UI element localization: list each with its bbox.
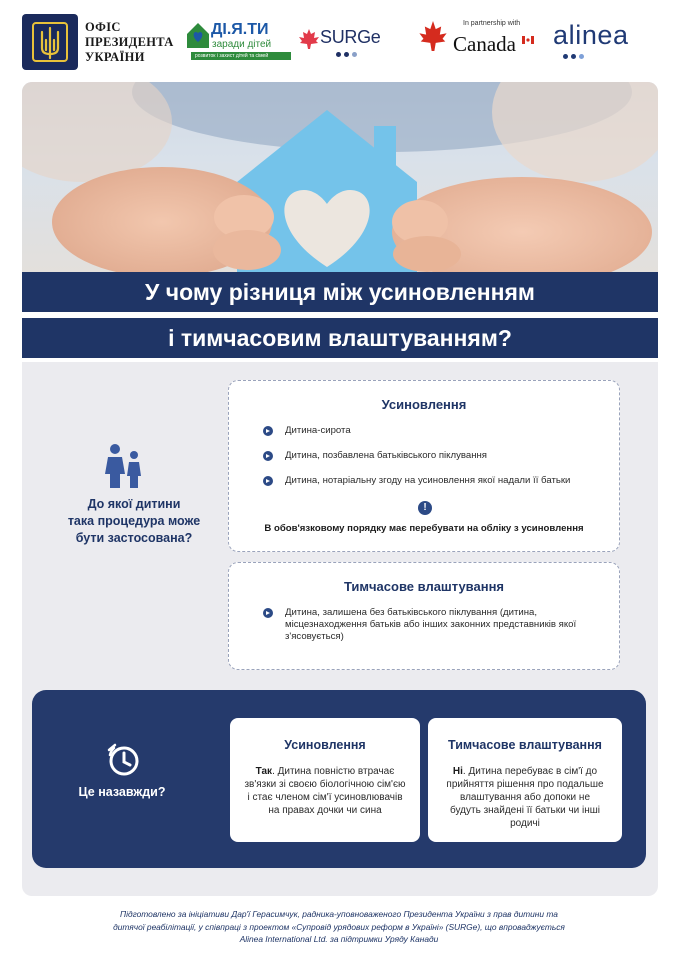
adoption-criteria-box [228, 380, 620, 552]
diyaty-subtitle: заради дітей [212, 39, 272, 50]
canada-flag-icon [522, 36, 534, 44]
temporary-criteria-title: Тимчасове влаштування [343, 579, 505, 594]
surge-name: SURGe [320, 27, 381, 47]
trident-icon [22, 14, 78, 70]
arrow-right-icon [263, 608, 273, 618]
arrow-right-icon [263, 451, 273, 461]
partnership-text: In partnership with [463, 20, 521, 27]
list-item: Дитина, позбавлена батьківського піклування [263, 450, 603, 462]
question-line-3: бути застосована? [75, 531, 193, 545]
hero-image [22, 82, 658, 272]
question-line-2: така процедура може [67, 514, 201, 528]
arrow-right-icon [263, 476, 273, 486]
footer-line-3: Alinea International Ltd. за підтримки Уряду Канади [239, 934, 439, 944]
permanence-panel [32, 690, 646, 868]
footer-line-2: дитячої реабілітації, у співпраці з проектом «Супровід урядових реформ в Україні» (SURGe), що впроваджується [113, 921, 565, 932]
surge-logo [298, 22, 408, 62]
alinea-wordmark: alinea [553, 20, 629, 50]
infographic-card [22, 82, 658, 896]
footer-line-1: Підготовлено за ініціативи Дар'ї Герасимчук, радника-уповноваженого Президента України з прав дитини та [120, 909, 558, 919]
canada-logo [418, 16, 538, 64]
diyaty-tagline: розвиток і захист дітей та сімей [191, 52, 291, 60]
maple-leaf-icon [418, 18, 448, 54]
list-item: Дитина, нотаріальну згоду на усиновлення якої надали її батьки [263, 475, 603, 487]
temporary-permanence-box [428, 718, 622, 842]
ofis-line-1: ОФІС [85, 19, 121, 34]
title-line-1: У чому різниця між усиновленням [22, 272, 658, 312]
children-icon [102, 442, 146, 490]
list-item: Дитина-сирота [263, 425, 603, 437]
adoption-permanence-text: Так. Дитина повністю втрачає зв'язки зі своєю біологічною сім'єю і стає членом сім'ї усиновлювачів на правах дочки чи сина [244, 766, 406, 816]
exclamation-icon: ! [418, 501, 432, 515]
alinea-dots [563, 54, 584, 59]
section2-question: Це назавжди? [78, 785, 166, 799]
list-item: Дитина, залишена без батьківського піклування (дитина, місцезнаходження батьків або інших законних представників якої з'ясовується) [263, 607, 603, 643]
adoption-permanence-title: Усиновлення [284, 738, 366, 752]
ofis-line-2: ПРЕЗИДЕНТА [85, 34, 174, 49]
ofis-line-3: УКРАЇНИ [85, 49, 145, 64]
title-line-2: і тимчасовим влаштуванням? [22, 318, 658, 358]
house-heart-icon [185, 20, 211, 50]
section1-question [34, 496, 234, 547]
clock-icon [106, 742, 140, 778]
arrow-right-icon [263, 426, 273, 436]
maple-leaf-icon [298, 28, 320, 50]
surge-dots [336, 52, 357, 57]
partner-logos [0, 0, 678, 80]
diyaty-logo [185, 20, 297, 64]
adoption-note: В обов'язковому порядку має перебувати на обліку з усиновлення [264, 523, 584, 534]
footer-credits [40, 908, 638, 946]
temporary-permanence-text: Ні. Дитина перебуває в сім'ї до прийняття рішення про подальше влаштування або допоки не будуть знайдені її батьки чи інші родичі [446, 766, 604, 829]
diyaty-name: ДІ.Я.ТИ [211, 21, 269, 38]
temporary-permanence-title: Тимчасове влаштування [448, 738, 602, 752]
adoption-criteria-title: Усиновлення [381, 397, 467, 412]
alinea-logo [553, 20, 663, 64]
adoption-permanence-box [230, 718, 420, 842]
office-of-president-logo [22, 14, 174, 70]
canada-wordmark: Canada [453, 32, 516, 56]
temporary-criteria-box [228, 562, 620, 670]
question-line-1: До якої дитини [87, 497, 181, 511]
